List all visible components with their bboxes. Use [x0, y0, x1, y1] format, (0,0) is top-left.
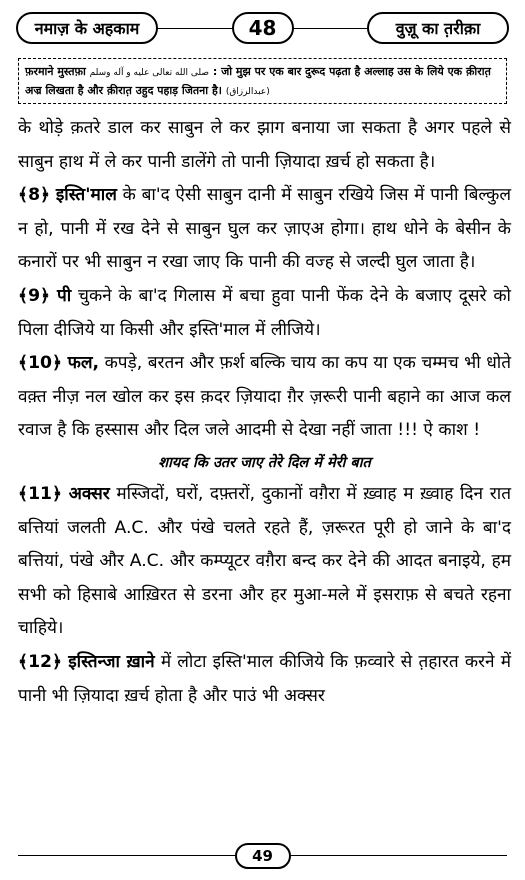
paragraph-text: के थोड़े क़तरे डाल कर साबुन ले कर झाग बनाया जा सकता है अगर पहले से साबुन हाथ में ले कर पानी डालेंगे तो पानी ज़ियादा ख़र्च हो सकता है।	[18, 118, 511, 172]
page-number-bottom: 49	[235, 843, 291, 869]
paragraph-text: चुकने के बा'द गिलास में बचा हुवा पानी फेंक देने के बजाए दूसरे को पिला दीजिये या किसी और इस्ति'माल में लीजिये।	[18, 285, 511, 340]
page-number-top: 48	[232, 12, 294, 44]
notice-text: : जो मुझ पर एक बार दुरूद पढ़ता है अल्लाह उस के लिये एक क़ीरात़ अज्र लिखता है और क़ीरात़ उहुद पहाड़ जितना है।	[25, 65, 491, 97]
book-title: नमाज़ के अहकाम	[16, 12, 158, 44]
paragraph	[18, 646, 511, 713]
paragraph	[18, 280, 511, 347]
paragraph	[18, 179, 511, 280]
item-number: ﴾11﴿	[18, 483, 63, 504]
notice-source: (عبدالرزاق)	[225, 87, 270, 97]
paragraph	[18, 478, 511, 646]
item-number: ﴾9﴿	[18, 285, 51, 306]
item-number: ﴾12﴿	[18, 651, 63, 672]
paragraph	[18, 112, 511, 179]
main-text	[18, 112, 511, 713]
paragraph	[18, 347, 511, 448]
page-header	[16, 10, 509, 46]
item-keyword: पी	[56, 285, 72, 306]
item-keyword: अक्सर	[68, 483, 110, 504]
paragraph-text: में लोटा इस्ति'माल कीजिये कि फ़व्वारे से त़हारत करने में पानी भी ज़ियादा ख़र्च होता है और पाउं भी अक्सर	[18, 651, 512, 706]
chapter-title: वुज़ू का त़रीक़ा	[367, 12, 509, 44]
item-keyword: फल,	[67, 353, 100, 374]
subheading: शायद कि उतर जाए तेरे दिल में मेरी बात	[158, 454, 371, 471]
notice-arabic: صلى الله تعالى عليه و آله وسلم	[89, 68, 209, 78]
hadith-notice	[18, 58, 507, 104]
item-number: ﴾8﴿	[18, 185, 51, 206]
paragraph-text: मस्जिदों, घरों, दफ़्तरों, दुकानों वग़ैरा में ख़्वाह म ख़्वाह दिन रात बत्तियां जलती A.C. और पंखे चलते रहते हैं, ज़रूरत पूरी हो जाने के बा'द बत्तियां, पंखे और A.C. और कम्प्यूटर वग़ैरा बन्द कर देने की आदत बनाइये, हम सभी को हिसाबे आख़िरत से डरना और हर मुआ-मले में इसराफ़ से बचते रहना चाहिये।	[18, 483, 511, 639]
item-keyword: इस्ति'माल	[55, 185, 117, 206]
paragraph-text: के बा'द ऐसी साबुन दानी में साबुन रखिये जिस में पानी बिल्कुल न हो, पानी में रख देने से साबुन घुल कर ज़ाएअ होगा। हाथ धोने के बेसीन के कनारों पर भी साबुन न रखा जाए कि पानी की वज्ह से जल्दी घुल जाता है।	[18, 185, 512, 273]
notice-label: फ़रमाने मुस्तफ़ा	[25, 65, 86, 78]
item-keyword: इस्तिन्जा ख़ाने	[68, 651, 155, 672]
item-number: ﴾10﴿	[18, 353, 63, 374]
paragraph-text: कपड़े, बरतन और फ़र्श बल्कि चाय का कप या एक चम्मच भी धोते वक़्त नीज़ नल खोल कर इस क़दर ज़ियादा ग़ैर ज़रूरी पानी बहाने का आज कल रवाज है कि हस्सास और दिल जले आदमी से देखा नहीं जाता !!! ऐ काश !	[18, 353, 512, 441]
